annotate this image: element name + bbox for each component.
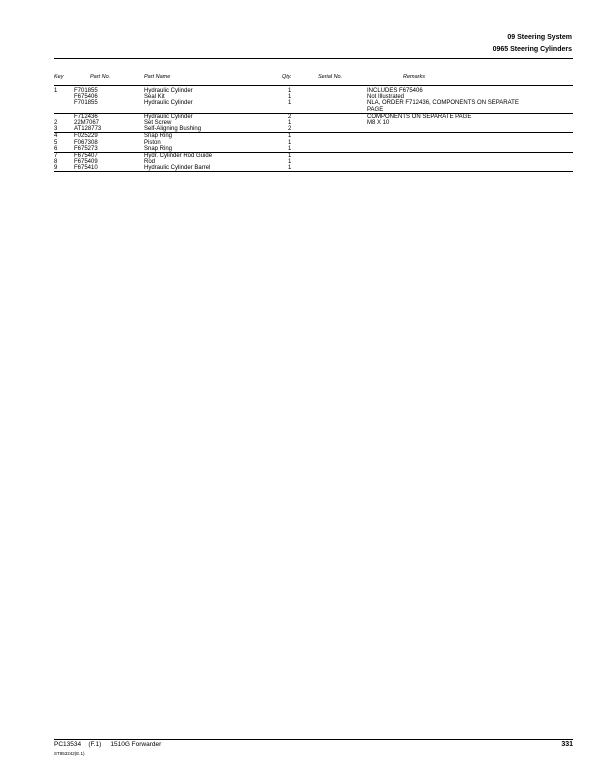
footer-publication: PC13534 (F.1) 1510G Forwarder xyxy=(54,741,162,748)
cell-remarks: Not Illustrated xyxy=(367,94,405,101)
cell-part-name: Hydr. Cylinder Rod Guide xyxy=(144,152,213,159)
table-row xyxy=(54,146,573,152)
cell-part-no: 22M7067 xyxy=(74,119,100,126)
cell-key: 5 xyxy=(54,139,58,146)
cell-qty: 1 xyxy=(288,139,292,146)
footer-code: ST853242(E.1) xyxy=(54,751,85,756)
cell-part-name: Hydraulic Cylinder xyxy=(144,88,193,94)
parts-group xyxy=(54,114,573,134)
cell-qty: 1 xyxy=(288,152,292,159)
cell-part-name: Self-Aligning Bushing xyxy=(144,126,202,133)
cell-part-no: F701855 xyxy=(74,100,98,107)
cell-qty: 2 xyxy=(288,113,292,120)
cell-remarks: M8 X 10 xyxy=(367,119,390,126)
header-rule xyxy=(54,58,573,59)
cell-part-no: F675407 xyxy=(74,152,98,159)
cell-qty: 1 xyxy=(288,100,292,107)
column-header-key: Key xyxy=(54,74,64,80)
cell-part-no: F675406 xyxy=(74,94,98,101)
cell-part-name: Seal Kit xyxy=(144,94,165,101)
cell-key: 8 xyxy=(54,159,58,166)
cell-remarks: COMPONENTS ON SEPARATE PAGE xyxy=(367,113,472,120)
cell-part-name: Piston xyxy=(144,139,161,146)
column-header-qty: Qty. xyxy=(282,74,292,80)
cell-part-no: F675273 xyxy=(74,145,98,152)
cell-part-no: F025229 xyxy=(74,133,98,140)
cell-part-name: Snap Ring xyxy=(144,145,173,152)
cell-part-no: F675410 xyxy=(74,165,98,172)
footer-rule xyxy=(54,739,573,740)
page-number: 331 xyxy=(561,741,573,748)
cell-qty: 1 xyxy=(288,145,292,152)
column-header-part-no: Part No. xyxy=(90,74,111,80)
table-row xyxy=(54,165,573,171)
cell-part-no: AT128773 xyxy=(74,126,102,133)
cell-key: 7 xyxy=(54,152,58,159)
parts-group xyxy=(54,88,573,114)
cell-key: 9 xyxy=(54,165,58,172)
cell-part-name: Hydraulic Cylinder xyxy=(144,113,193,120)
cell-remarks: PAGE xyxy=(367,106,384,113)
cell-qty: 1 xyxy=(288,119,292,126)
column-header-part-name: Part Name xyxy=(144,74,171,80)
table-row xyxy=(54,126,573,132)
cell-key: 6 xyxy=(54,145,58,152)
cell-part-name: Snap Ring xyxy=(144,133,173,140)
cell-part-name: Hydraulic Cylinder Barrel xyxy=(144,165,211,172)
cell-remarks: INCLUDES F675406 xyxy=(367,88,423,94)
section-title: 09 Steering System xyxy=(507,34,572,41)
cell-part-no: F675409 xyxy=(74,159,98,166)
cell-part-no: F712436 xyxy=(74,113,98,120)
cell-qty: 1 xyxy=(288,94,292,101)
subsection-title: 0965 Steering Cylinders xyxy=(492,46,572,53)
cell-part-name: Rod xyxy=(144,159,156,166)
cell-part-name: Set Screw xyxy=(144,119,172,126)
parts-table xyxy=(54,88,573,172)
parts-group xyxy=(54,133,573,153)
cell-qty: 1 xyxy=(288,133,292,140)
cell-part-no: F067308 xyxy=(74,139,98,146)
cell-part-no: F701855 xyxy=(74,88,98,94)
column-header-rule xyxy=(54,85,573,86)
cell-key: 3 xyxy=(54,126,58,133)
table-row xyxy=(54,107,573,113)
cell-key: 1 xyxy=(54,88,58,94)
cell-qty: 1 xyxy=(288,88,292,94)
cell-key: 2 xyxy=(54,119,58,126)
column-header-remarks: Remarks xyxy=(403,74,426,80)
cell-qty: 2 xyxy=(288,126,292,133)
cell-qty: 1 xyxy=(288,165,292,172)
cell-remarks: NLA, ORDER F712436, COMPONENTS ON SEPARATE xyxy=(367,100,519,107)
column-header-serial-no: Serial No. xyxy=(318,74,343,80)
cell-qty: 1 xyxy=(288,159,292,166)
parts-group xyxy=(54,153,573,173)
cell-part-name: Hydraulic Cylinder xyxy=(144,100,193,107)
cell-key: 4 xyxy=(54,133,58,140)
